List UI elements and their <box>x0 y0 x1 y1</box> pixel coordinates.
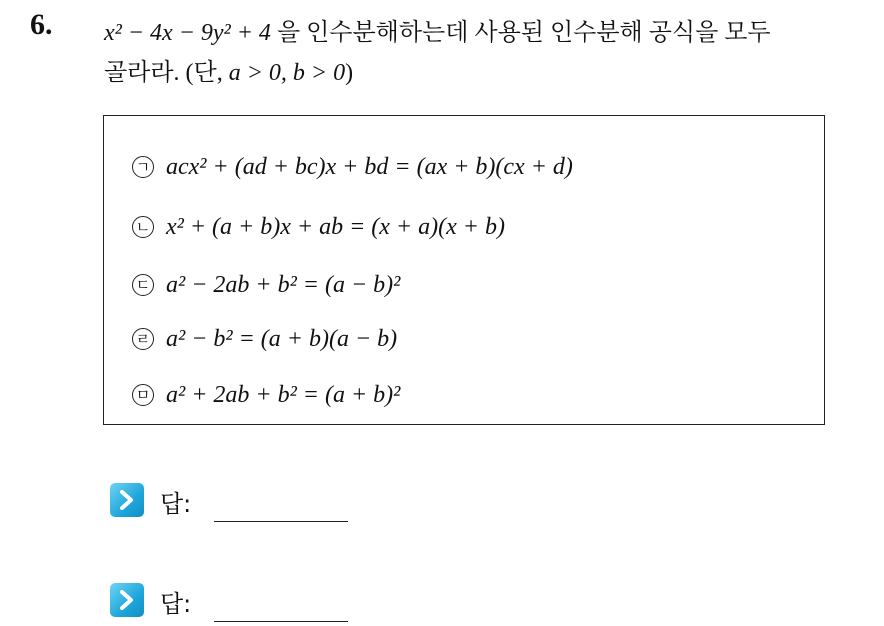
chevron-right-icon <box>110 483 144 517</box>
formula-4: a² − b² = (a + b)(a − b) <box>166 326 398 352</box>
formula-item-1 <box>132 154 573 181</box>
option-marker-3: ㄷ <box>132 274 154 296</box>
formula-item-3 <box>132 272 400 299</box>
formula-2: x² + (a + b)x + ab = (x + a)(x + b) <box>166 214 505 240</box>
formula-item-4 <box>132 326 397 353</box>
question-paren-close: ) <box>345 60 354 86</box>
chevron-right-icon <box>110 583 144 617</box>
answer-blank-2[interactable] <box>214 621 348 622</box>
option-marker-5: ㅁ <box>132 384 154 406</box>
question-instruction-cont: 골라라. (단, <box>104 60 229 86</box>
formula-box <box>103 115 825 425</box>
question-text-line-2 <box>104 52 353 87</box>
option-marker-2: ㄴ <box>132 216 154 238</box>
formula-item-5 <box>132 382 400 409</box>
formula-1: acx² + (ad + bc)x + bd = (ax + b)(cx + d) <box>166 154 573 180</box>
question-expression: x² − 4x − 9y² + 4 <box>104 20 271 46</box>
question-text-line-1 <box>104 12 771 47</box>
answer-blank-1[interactable] <box>214 521 348 522</box>
answer-label-1: 답: <box>160 490 192 518</box>
option-marker-1: ㄱ <box>132 156 154 178</box>
option-marker-4: ㄹ <box>132 328 154 350</box>
formula-5: a² + 2ab + b² = (a + b)² <box>166 382 401 408</box>
question-condition: a > 0, b > 0 <box>228 60 346 86</box>
formula-3: a² − 2ab + b² = (a − b)² <box>166 272 401 298</box>
question-instruction: 을 인수분해하는데 사용된 인수분해 공식을 모두 <box>270 20 771 46</box>
formula-item-2 <box>132 214 505 241</box>
question-number: 6. <box>30 8 53 41</box>
answer-label-2: 답: <box>160 590 192 618</box>
